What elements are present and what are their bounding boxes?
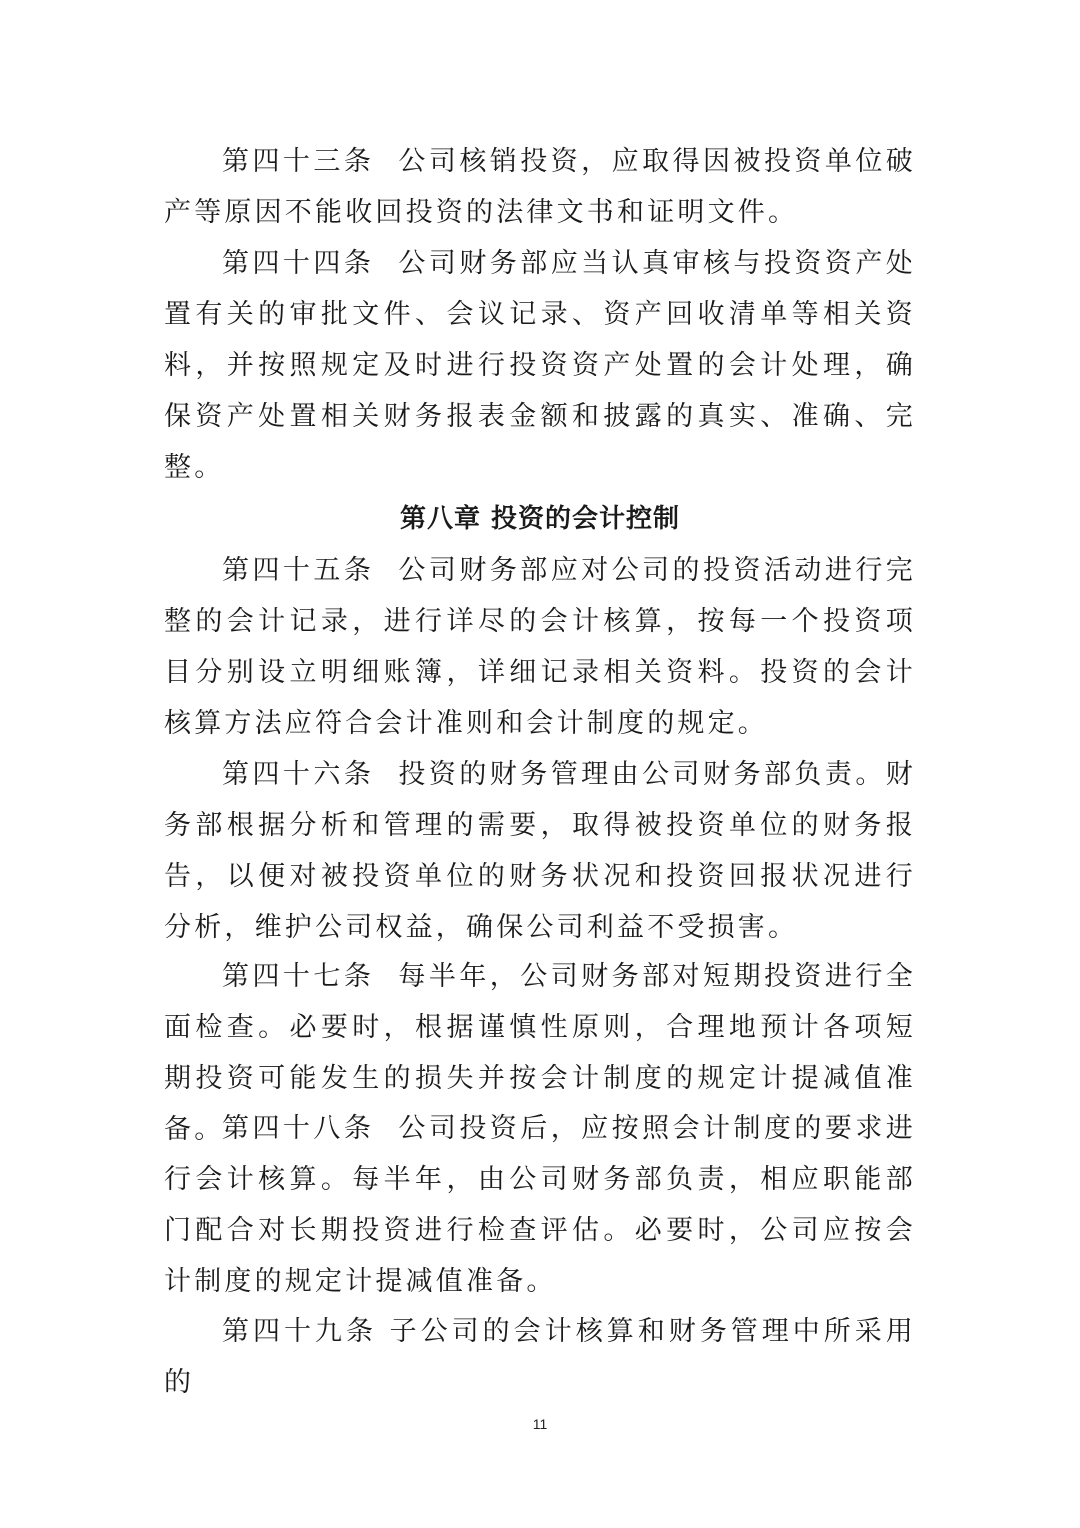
article-45 bbox=[164, 545, 916, 749]
article-text: 公司核销投资，应取得因被投资单位破产等原因不能收回投资的法律文书和证明文件。 bbox=[164, 146, 916, 228]
page-number: 11 bbox=[532, 1416, 548, 1432]
article-number: 第四十八条 bbox=[222, 1113, 375, 1144]
article-48 bbox=[164, 1103, 916, 1307]
article-43 bbox=[164, 136, 916, 238]
article-number: 第四十三条 bbox=[222, 146, 375, 177]
article-number: 第四十四条 bbox=[222, 248, 375, 279]
article-text: 子公司的会计核算和财务管理中所采用的 bbox=[164, 1316, 916, 1398]
article-number: 第四十六条 bbox=[222, 759, 375, 790]
article-text: 投资的财务管理由公司财务部负责。财务部根据分析和管理的需要，取得被投资单位的财务报告，以便对被投资单位的财务状况和投资回报状况进行分析，维护公司权益，确保公司利益不受损害。 bbox=[164, 759, 916, 943]
article-text: 公司投资后，应按照会计制度的要求进行会计核算。每半年，由公司财务部负责，相应职能部门配合对长期投资进行检查评估。必要时，公司应按会计制度的规定计提减值准备。 bbox=[164, 1113, 916, 1297]
article-text: 每半年，公司财务部对短期投资进行全面检查。必要时，根据谨慎性原则，合理地预计各项短期投资可能发生的损失并按会计制度的规定计提减值准备。 bbox=[164, 961, 916, 1145]
article-number: 第四十九条 bbox=[222, 1316, 378, 1347]
article-49 bbox=[164, 1306, 916, 1408]
article-44 bbox=[164, 238, 916, 493]
article-number: 第四十七条 bbox=[222, 961, 375, 992]
article-text: 公司财务部应对公司的投资活动进行完整的会计记录，进行详尽的会计核算，按每一个投资项目分别设立明细账簿，详细记录相关资料。投资的会计核算方法应符合会计准则和会计制度的规定。 bbox=[164, 555, 916, 739]
article-46 bbox=[164, 749, 916, 953]
article-text: 公司财务部应当认真审核与投资资产处置有关的审批文件、会议记录、资产回收清单等相关资料，并按照规定及时进行投资资产处置的会计处理，确保资产处置相关财务报表金额和披露的真实、准确、完整。 bbox=[164, 248, 916, 483]
article-number: 第四十五条 bbox=[222, 555, 375, 586]
chapter-heading: 第八章 投资的会计控制 bbox=[399, 504, 681, 534]
